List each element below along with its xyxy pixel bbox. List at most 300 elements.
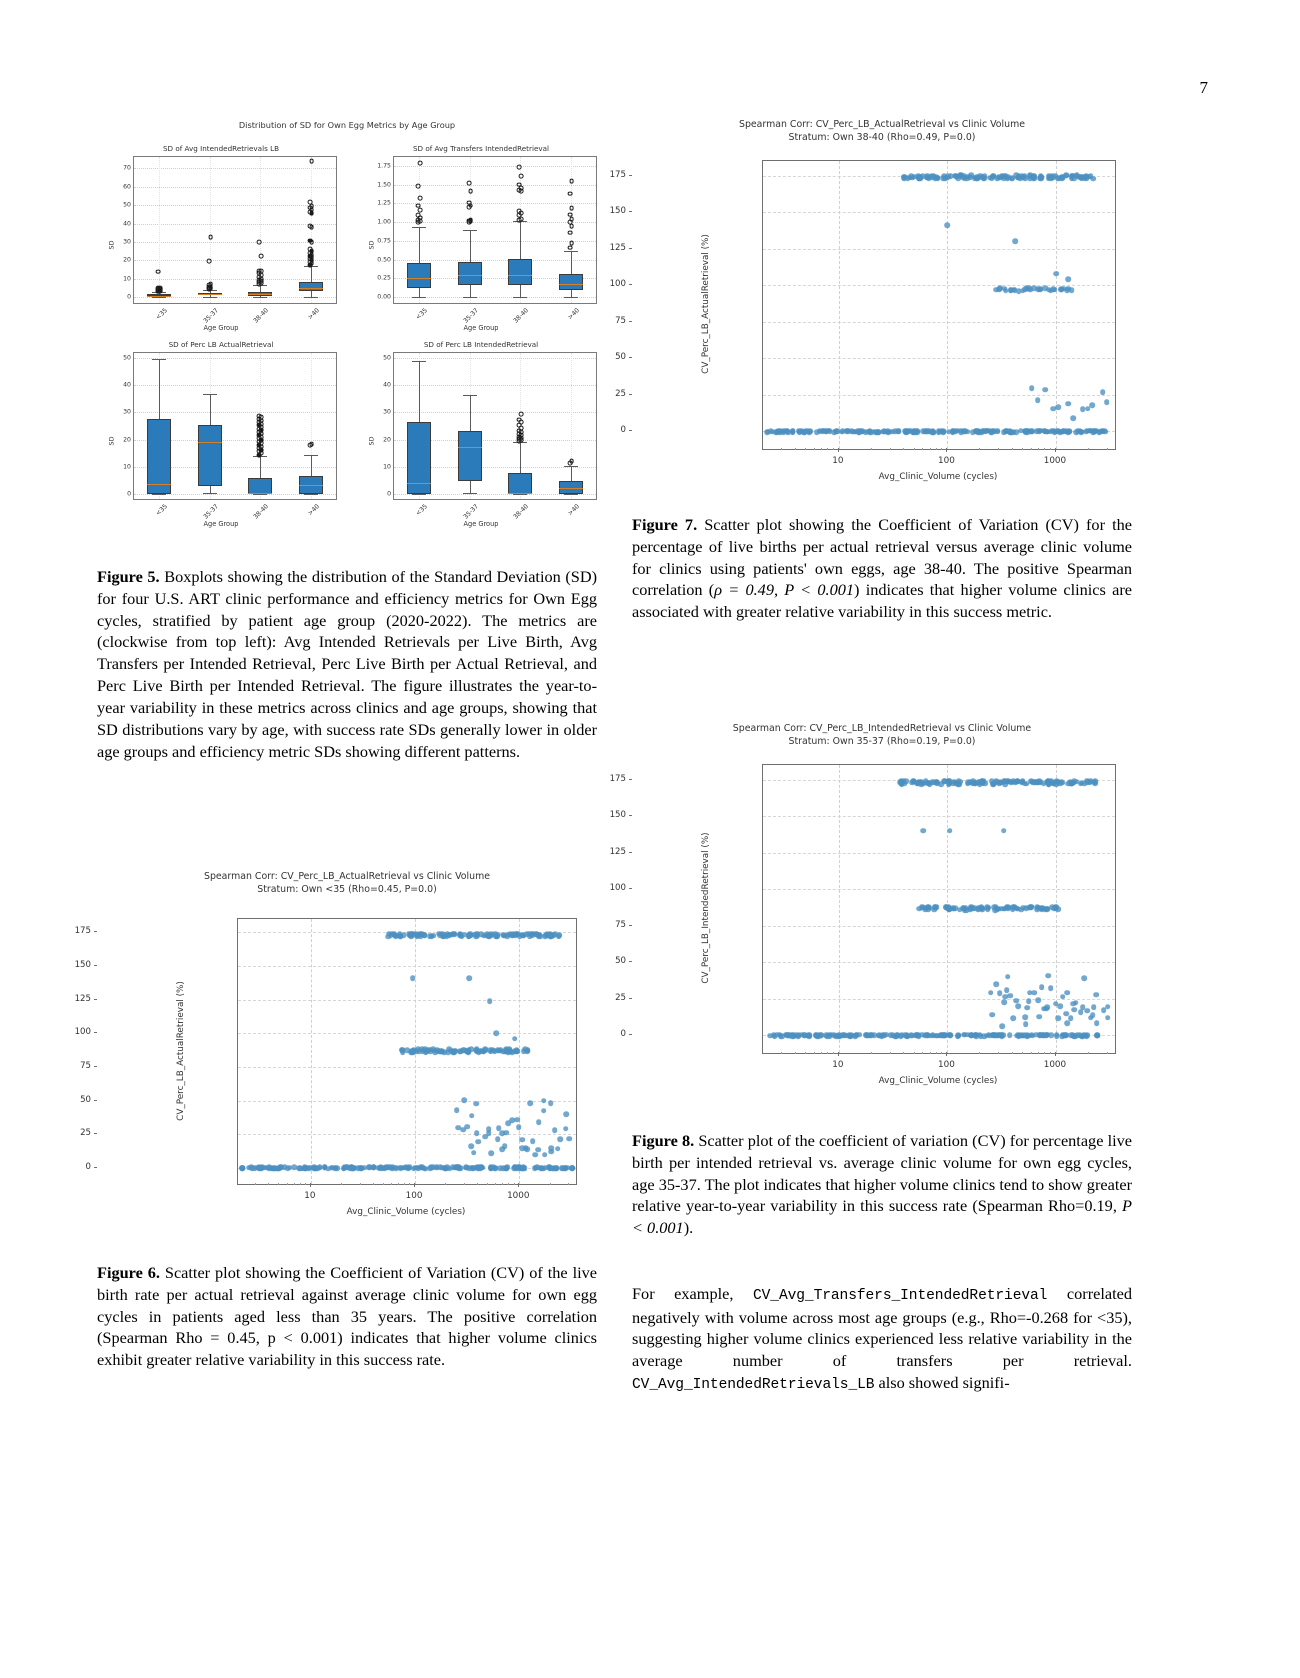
boxplot-whisker-cap-upper [203, 394, 217, 395]
scatter-point [469, 1144, 475, 1150]
boxplot-y-tick: 1.50 [377, 181, 391, 189]
scatter-point [556, 934, 562, 940]
scatter-point [528, 1101, 534, 1107]
scatter-point [430, 1164, 436, 1170]
scatter-y-tick-mark [629, 394, 632, 395]
scatter-point [552, 1127, 558, 1133]
scatter-point [464, 1124, 470, 1130]
scatter-point [1000, 1033, 1006, 1039]
scatter-x-tick-mark [518, 1183, 519, 1187]
scatter-point [993, 982, 999, 988]
boxplot-outlier [466, 200, 471, 205]
scatter-point [474, 1131, 480, 1137]
scatter-point [807, 1033, 813, 1039]
boxplot-whisker-cap-lower [513, 297, 527, 298]
boxplot-whisker-cap-upper [152, 359, 166, 360]
scatter-point [1065, 1021, 1071, 1027]
figure-5-caption-text: Boxplots showing the distribution of the Standard Deviation (SD) for four U.S. ART clinic performance and efficiency metrics for Own Egg cycles, stratified by patient age group (2020-2022). The metrics are (clockwise from top left): Avg Intended Retrievals per Live Birth, Avg Transfers per Intended Retrieval, Perc Live Birth per Actual Retrieval, and Perc Live Birth per Intended Retrieval. The figure illustrates the year-to-year variability in these metrics across clinics and age groups, showing that SD distributions vary by age, with success rate SDs generally lower in older age groups and efficiency metric SDs showing different patterns. [97, 567, 597, 761]
boxplot-y-tick: 30 [123, 238, 131, 246]
scatter-x-tick-minor [278, 1183, 279, 1185]
scatter-point [302, 1166, 308, 1172]
boxplot-y-tick: 1.25 [377, 199, 391, 207]
boxplot-outlier [309, 158, 314, 163]
boxplot-median-line [559, 488, 583, 489]
boxplot-whisker-cap-lower [412, 494, 426, 495]
scatter-point [548, 1100, 554, 1106]
boxplot-box [559, 274, 583, 289]
scatter-y-tick: 75 [615, 315, 626, 326]
scatter-point [1090, 1012, 1096, 1018]
boxplot-x-tick: <35 [155, 307, 170, 322]
boxplot-median-line [198, 442, 222, 443]
scatter-x-tick-minor [922, 448, 923, 450]
scatter-point [1091, 779, 1097, 785]
scatter-x-tick-minor [1012, 448, 1013, 450]
boxplot-y-axis-label: SD [107, 240, 116, 250]
scatter-point [1048, 985, 1054, 991]
scatter-point [333, 1165, 339, 1171]
boxplot-y-axis-label: SD [367, 436, 376, 446]
scatter-x-tick-minor [1022, 448, 1023, 450]
scatter-x-tick-minor [805, 448, 806, 450]
boxplot-median-line [458, 275, 482, 276]
boxplot-outlier [517, 182, 522, 187]
scatter-point [291, 1164, 297, 1170]
boxplot-whisker-cap-upper [463, 395, 477, 396]
figure-7-title [632, 118, 1132, 145]
boxplot-whisker-cap-lower [203, 297, 217, 298]
scatter-y-tick: 100 [74, 1027, 91, 1038]
scatter-x-tick-minor [1088, 1052, 1089, 1054]
scatter-point [1011, 1015, 1017, 1021]
boxplot-median-line [147, 296, 171, 297]
boxplot-gridline [134, 187, 336, 188]
scatter-point [1039, 984, 1045, 990]
scatter-gridline-h [763, 889, 1115, 890]
scatter-x-tick-minor [914, 448, 915, 450]
boxplot-outlier [519, 174, 524, 179]
scatter-x-tick-minor [998, 1052, 999, 1054]
scatter-x-tick-minor [814, 448, 815, 450]
scatter-x-tick-minor [871, 1052, 872, 1054]
scatter-x-tick-minor [1031, 1052, 1032, 1054]
scatter-x-tick-minor [514, 1183, 515, 1185]
scatter-point [536, 1119, 542, 1125]
boxplot-y-tick: 0 [127, 293, 131, 301]
scatter-point [868, 1032, 874, 1038]
scatter-x-tick-minor [409, 1183, 410, 1185]
scatter-point [1045, 429, 1051, 435]
boxplot-y-tick: 1.00 [377, 218, 391, 226]
scatter-point [1062, 1033, 1068, 1039]
scatter-x-tick-minor [373, 1183, 374, 1185]
scatter-point [502, 1144, 508, 1150]
boxplot-outlier [307, 247, 312, 252]
scatter-point [1078, 1009, 1084, 1015]
scatter-point [827, 1032, 833, 1038]
scatter-point [1001, 999, 1007, 1005]
boxplot-y-tick: 40 [383, 381, 391, 389]
scatter-point [454, 1107, 460, 1113]
scatter-x-tick-minor [550, 1183, 551, 1185]
boxplot-x-tick: >40 [566, 307, 581, 322]
scatter-point [1007, 428, 1013, 434]
boxplot-whisker-cap-lower [412, 297, 426, 298]
scatter-point [948, 1032, 954, 1038]
boxplot-whisker-cap-upper [463, 230, 477, 231]
scatter-point [541, 1098, 547, 1104]
boxplot-whisker-lower [419, 288, 420, 297]
scatter-point [790, 1033, 796, 1039]
boxplot-y-tick: 50 [383, 354, 391, 362]
scatter-y-tick-mark [94, 1167, 97, 1168]
scatter-point [469, 1113, 475, 1119]
scatter-point [504, 1130, 510, 1136]
scatter-point [925, 904, 931, 910]
scatter-point [1063, 429, 1069, 435]
boxplot-median-line [248, 493, 272, 494]
scatter-gridline-h [763, 358, 1115, 359]
scatter-point [1028, 904, 1034, 910]
scatter-x-tick-minor [903, 448, 904, 450]
scatter-x-tick-minor [979, 448, 980, 450]
scatter-y-tick-mark [629, 888, 632, 889]
scatter-gridline-v [311, 919, 312, 1184]
boxplot-whisker-upper [470, 230, 471, 263]
figure-8-title-line2: Stratum: Own 35-37 (Rho=0.19, P=0.0) [788, 736, 976, 748]
figure-7-caption [632, 514, 1132, 623]
boxplot-gridline [134, 385, 336, 386]
scatter-point [492, 931, 498, 937]
scatter-point [527, 933, 533, 939]
scatter-point [1066, 277, 1072, 283]
scatter-point [1069, 287, 1075, 293]
scatter-point [530, 1138, 536, 1144]
boxplot-outlier [208, 282, 213, 287]
scatter-x-tick-mark [310, 1183, 311, 1187]
scatter-x-tick-mark [1055, 1052, 1056, 1056]
scatter-point [1044, 1032, 1050, 1038]
boxplot-outlier [418, 208, 423, 213]
boxplot-box [147, 419, 171, 494]
boxplot-outlier [517, 164, 522, 169]
scatter-point [1058, 1004, 1064, 1010]
scatter-x-tick-minor [464, 1183, 465, 1185]
figure-6-plot-area [237, 918, 577, 1185]
scatter-gridline-h [763, 816, 1115, 817]
scatter-point [1091, 1004, 1097, 1010]
scatter-x-tick-minor [360, 1183, 361, 1185]
scatter-point [880, 1032, 886, 1038]
figure-7-title-line2: Stratum: Own 38-40 (Rho=0.49, P=0.0) [788, 132, 976, 144]
boxplot-outlier [569, 217, 574, 222]
scatter-point [1007, 993, 1013, 999]
boxplot-category-gridline [159, 157, 160, 303]
boxplot-y-axis-label: SD [367, 240, 376, 250]
scatter-y-tick-mark [94, 999, 97, 1000]
scatter-x-tick-minor [1044, 448, 1045, 450]
boxplot-outlier [466, 181, 471, 186]
figure-8-title [632, 722, 1132, 749]
scatter-x-axis-label: Avg_Clinic_Volume (cycles) [346, 1207, 466, 1217]
scatter-point [771, 1033, 777, 1039]
boxplot-whisker-upper [210, 394, 211, 425]
scatter-y-axis-label: CV_Perc_LB_ActualRetrieval (%) [701, 234, 711, 374]
scatter-x-tick-mark [838, 448, 839, 452]
boxplot-outlier [416, 203, 421, 208]
scatter-x-tick-minor [922, 1052, 923, 1054]
scatter-point [1038, 175, 1044, 181]
scatter-point [1089, 402, 1095, 408]
figure-7-scatter [609, 118, 1132, 508]
scatter-point [1094, 1033, 1100, 1039]
scatter-gridline-v [947, 161, 948, 449]
scatter-point [941, 1033, 947, 1039]
figure-8-caption-text-a: Scatter plot of the coefficient of variation (CV) for percentage live birth per intended retrieval vs. average clinic volume for own egg cycles, age 35-37. The plot indicates that higher volume clinics tend to show greater relative year-to-year variability in this success rate (Spearman Rho=0.19, [632, 1131, 1132, 1216]
scatter-x-tick: 10 [832, 456, 844, 466]
scatter-y-axis-label: CV_Perc_LB_IntendedRetrieval (%) [701, 832, 711, 984]
scatter-gridline-v [839, 765, 840, 1053]
scatter-x-tick-mark [1055, 448, 1056, 452]
boxplot-panel-1 [105, 144, 337, 334]
boxplot-outlier [257, 240, 262, 245]
boxplot-whisker-cap-lower [463, 297, 477, 298]
scatter-point [1099, 428, 1105, 434]
scatter-point [956, 778, 962, 784]
figure-8-caption-label: Figure 8. [632, 1131, 695, 1150]
scatter-point [1003, 174, 1009, 180]
scatter-gridline-h [238, 966, 576, 967]
scatter-point [892, 1033, 898, 1039]
scatter-y-tick: 0 [620, 1029, 626, 1040]
figure-6-title-line1: Spearman Corr: CV_Perc_LB_ActualRetrieval vs Clinic Volume [204, 871, 490, 882]
scatter-y-tick-mark [629, 430, 632, 431]
scatter-point [410, 975, 416, 981]
scatter-point [1079, 429, 1085, 435]
scatter-y-tick-mark [629, 321, 632, 322]
scatter-point [322, 1164, 328, 1170]
scatter-y-tick: 75 [615, 919, 626, 930]
scatter-point [837, 1033, 843, 1039]
scatter-point [476, 1166, 482, 1172]
boxplot-outlier [158, 285, 163, 290]
scatter-x-tick-minor [1038, 448, 1039, 450]
scatter-point [566, 1136, 572, 1142]
boxplot-whisker-cap-lower [203, 493, 217, 494]
boxplot-panel-title: SD of Perc LB IntendedRetrieval [423, 340, 539, 349]
boxplot-whisker-cap-upper [564, 466, 578, 467]
boxplot-whisker-upper [159, 359, 160, 419]
scatter-y-tick: 25 [615, 992, 626, 1003]
scatter-point [557, 1137, 563, 1143]
boxplot-outlier [208, 235, 213, 240]
scatter-x-tick-minor [941, 448, 942, 450]
boxplot-gridline [394, 185, 596, 186]
scatter-point [277, 1165, 283, 1171]
boxplot-axes [377, 156, 597, 325]
boxplot-y-tick: 20 [123, 436, 131, 444]
scatter-point [462, 1097, 468, 1103]
boxplot-y-tick: 0 [387, 490, 391, 498]
boxplot-whisker-cap-upper [412, 361, 426, 362]
figure-5-suptitle: Distribution of SD for Own Egg Metrics by Age Group [238, 120, 456, 130]
scatter-point [921, 828, 927, 834]
scatter-x-tick-minor [930, 1052, 931, 1054]
scatter-point [1007, 1032, 1013, 1038]
boxplot-gridline [134, 205, 336, 206]
boxplot-y-tick: 0.25 [377, 274, 391, 282]
scatter-y-tick: 125 [74, 993, 91, 1004]
boxplot-gridline [394, 412, 596, 413]
boxplot-outlier [259, 253, 264, 258]
boxplot-outlier [257, 268, 262, 273]
scatter-point [1029, 385, 1035, 391]
scatter-point [1045, 973, 1051, 979]
boxplot-x-tick: >40 [566, 503, 581, 518]
boxplot-whisker-upper [419, 361, 420, 422]
scatter-point [514, 1117, 520, 1123]
boxplot-y-tick: 20 [383, 436, 391, 444]
boxplot-y-tick: 20 [123, 256, 131, 264]
boxplot-whisker-upper [520, 442, 521, 473]
scatter-point [548, 1145, 554, 1151]
boxplot-outlier [567, 191, 572, 196]
scatter-point [988, 990, 994, 996]
boxplot-panel-title: SD of Avg Transfers IntendedRetrieval [412, 144, 550, 153]
scatter-y-tick: 175 [74, 926, 91, 937]
scatter-point [925, 428, 931, 434]
scatter-point [474, 1101, 480, 1107]
scatter-point [358, 1165, 364, 1171]
boxplot-box [248, 478, 272, 494]
scatter-point [915, 429, 921, 435]
boxplot-whisker-cap-lower [463, 493, 477, 494]
boxplot-outlier [567, 245, 572, 250]
scatter-point [919, 1032, 925, 1038]
boxplot-y-tick: 0.00 [377, 293, 391, 301]
boxplot-median-line [198, 294, 222, 295]
scatter-y-tick-mark [629, 1034, 632, 1035]
boxplot-x-axis-label: Age Group [203, 324, 239, 332]
body-paragraph [632, 1283, 1132, 1396]
scatter-y-tick: 75 [80, 1060, 91, 1071]
scatter-point [400, 1049, 406, 1055]
scatter-x-tick-minor [477, 1183, 478, 1185]
scatter-point [1026, 998, 1032, 1004]
scatter-point [935, 781, 941, 787]
scatter-x-tick-minor [1012, 1052, 1013, 1054]
scatter-x-tick: 1000 [507, 1191, 530, 1201]
scatter-x-tick-minor [833, 448, 834, 450]
boxplot-y-tick: 0.50 [377, 256, 391, 264]
boxplot-x-tick: 38-40 [512, 503, 531, 521]
boxplot-x-tick: <35 [415, 307, 430, 322]
boxplot-gridline [134, 168, 336, 169]
scatter-point [1056, 1016, 1062, 1022]
figure-6-title-line2: Stratum: Own <35 (Rho=0.45, P=0.0) [257, 884, 437, 896]
scatter-point [1079, 780, 1085, 786]
scatter-point [1082, 976, 1088, 982]
scatter-x-tick-minor [287, 1183, 288, 1185]
scatter-point [520, 1165, 526, 1171]
boxplot-whisker-cap-upper [412, 227, 426, 228]
scatter-x-tick: 1000 [1043, 1060, 1067, 1070]
scatter-point [934, 175, 940, 181]
scatter-x-tick-minor [1107, 448, 1108, 450]
scatter-point [1105, 1004, 1111, 1010]
scatter-y-tick-mark [94, 931, 97, 932]
scatter-point [1002, 286, 1008, 292]
boxplot-gridline [394, 166, 596, 167]
scatter-y-tick: 150 [609, 206, 626, 217]
scatter-point [466, 933, 472, 939]
scatter-point [1008, 780, 1014, 786]
scatter-x-tick-mark [946, 1052, 947, 1056]
scatter-gridline-h [238, 1033, 576, 1034]
scatter-x-axis-label: Avg_Clinic_Volume (cycles) [878, 1076, 998, 1086]
boxplot-outlier [418, 161, 423, 166]
boxplot-median-line [248, 294, 272, 295]
scatter-point [886, 429, 892, 435]
scatter-y-tick: 0 [85, 1161, 91, 1172]
scatter-point [525, 1047, 531, 1053]
scatter-point [1021, 174, 1027, 180]
figure-7-plot-area [762, 160, 1116, 450]
scatter-point [956, 1033, 962, 1039]
scatter-x-tick-minor [1088, 448, 1089, 450]
scatter-gridline-h [763, 962, 1115, 963]
body-text-c: also showed signifi- [874, 1373, 1010, 1393]
scatter-point [981, 175, 987, 181]
scatter-x-tick: 100 [938, 456, 955, 466]
scatter-point [532, 1152, 538, 1158]
scatter-y-tick: 125 [609, 242, 626, 253]
boxplot-y-tick: 10 [123, 463, 131, 471]
scatter-x-tick-minor [930, 448, 931, 450]
boxplot-median-line [147, 484, 171, 485]
scatter-point [466, 975, 472, 981]
scatter-point [978, 1033, 984, 1039]
scatter-point [495, 1137, 501, 1143]
scatter-point [1001, 828, 1007, 834]
figure-5-caption [97, 566, 597, 762]
boxplot-whisker-upper [571, 251, 572, 275]
scatter-point [493, 1165, 499, 1171]
boxplot-axes [123, 156, 337, 325]
boxplot-y-tick: 1.75 [377, 162, 391, 170]
boxplot-whisker-cap-lower [152, 297, 166, 298]
scatter-gridline-v [839, 161, 840, 449]
scatter-point [1053, 904, 1059, 910]
scatter-point [856, 428, 862, 434]
boxplot-x-tick: 35-37 [202, 307, 220, 325]
boxplot-y-axis-label: SD [107, 436, 116, 446]
scatter-point [1071, 1033, 1077, 1039]
scatter-gridline-h [238, 1067, 576, 1068]
scatter-point [1022, 1015, 1028, 1021]
scatter-x-tick-minor [398, 1183, 399, 1185]
boxplot-axes [123, 352, 337, 521]
scatter-y-tick-mark [629, 961, 632, 962]
scatter-point [493, 1031, 499, 1037]
scatter-point [1037, 1014, 1043, 1020]
scatter-x-tick-minor [1022, 1052, 1023, 1054]
scatter-point [1045, 1005, 1051, 1011]
boxplot-box [198, 425, 222, 487]
boxplot-whisker-lower [470, 285, 471, 297]
boxplot-gridline [134, 224, 336, 225]
scatter-gridline-h [763, 212, 1115, 213]
